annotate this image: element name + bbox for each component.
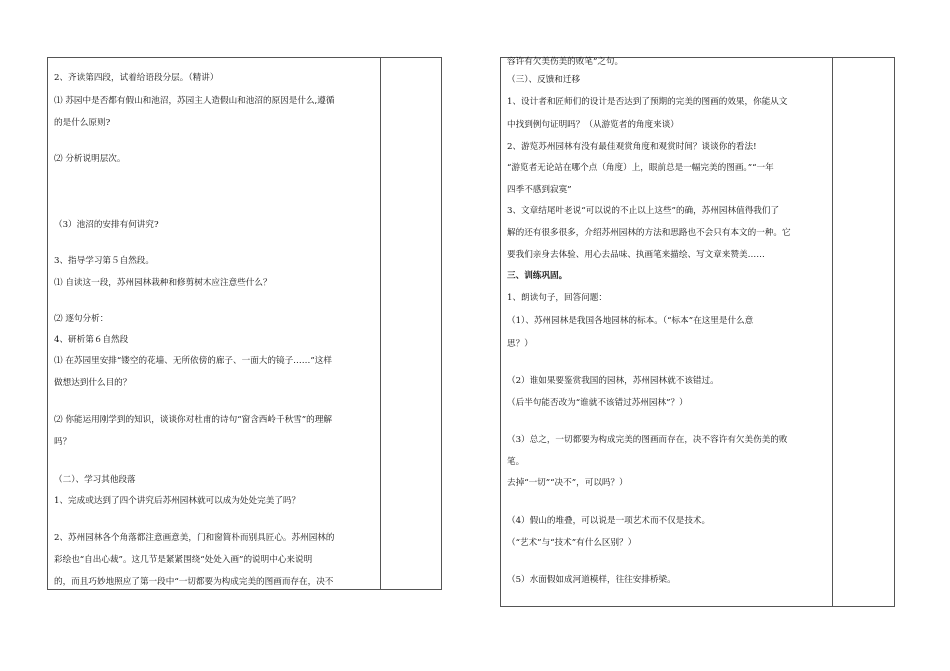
right-line-14: 思？） [507, 339, 533, 349]
right-section-heading: 三、训练巩固。 [507, 271, 568, 281]
right-line-7: 四季不感到寂寞” [507, 185, 572, 195]
left-line-7: ⑴ 自读这一段，苏州园林栽种和修剪树木应注意些什么？ [54, 278, 272, 288]
right-line-15: （2）谁如果要鉴赏我国的园林，苏州园林就不该错过。 [507, 376, 719, 386]
left-line-9: 4、研析第６自然段 [54, 335, 129, 345]
right-line-22: （5）水面假如成河道模样，往往安排桥梁。 [507, 575, 676, 585]
right-line-21: （“艺术”与“技术”有什么区别？） [507, 538, 637, 548]
left-line-17: 彩绘也“自出心裁”。这几节是紧紧围绕“处处入画”的说明中心来说明 [54, 555, 313, 565]
left-line-3: 的是什么原则? [54, 118, 111, 128]
right-line-13: （1）、苏州园林是我国各地园林的标本。（“标本”在这里是什么意 [507, 316, 754, 326]
left-line-12: ⑵ 你能运用刚学到的知识，谈谈你对杜甫的诗句“窗含西岭千秋雪”的理解 [54, 415, 332, 425]
left-line-2: ⑴ 苏园中是否都有假山和池沼，苏园主人造假山和池沼的原因是什么,遵循 [54, 96, 335, 106]
left-line-11: 做想达到什么目的？ [54, 378, 132, 388]
right-line-12: 1、朗读句子，回答问题： [507, 293, 607, 303]
right-line-6: “游览者无论站在哪个点（角度）上，眼前总是一幅完美的图画。”“一年 [507, 163, 774, 173]
left-line-16: 2、苏州园林各个角落都注意画意美，门和窗简朴而别具匠心。苏州园林的 [54, 533, 335, 543]
right-line-5: 2、游览苏州园林有没有最佳观赏角度和观赏时间？谈谈你的看法! [507, 142, 757, 152]
right-line-16: （后半句能否改为“谁就不该错过苏州园林”？） [507, 398, 688, 408]
right-line-4: 中找到例句证明吗？（从游览者的角度来谈） [507, 120, 679, 130]
left-line-6: 3、指导学习第５自然段。 [54, 256, 154, 266]
right-line-3: 1、设计者和匠师们的设计是否达到了预期的完美的图画的效果，你能从文 [507, 97, 788, 107]
right-line-17: （3）总之，一切都要为构成完美的图画而存在，决不容许有欠美伤美的败 [507, 435, 788, 445]
right-line-20: （4）假山的堆叠，可以说是一项艺术而不仅是技术。 [507, 516, 711, 526]
left-line-5: （3）池沼的安排有何讲究? [54, 220, 159, 230]
left-line-14: （二）、学习其他段落 [54, 475, 136, 485]
left-line-18: 的，而且巧妙地照应了第一段中“一切都要为构成完美的图画而存在，决不 [54, 577, 334, 587]
left-column-divider [380, 58, 381, 589]
left-line-1: 2、齐读第四段，试着给语段分层。（精讲） [54, 73, 219, 83]
right-line-9: 解的还有很多很多，介绍苏州园林的方法和思路也不会只有本文的一种。它 [507, 228, 791, 238]
right-column-divider [832, 58, 833, 606]
left-line-15: 1、完成或达到了四个讲究后苏州园林就可以成为处处完美了吗？ [54, 496, 301, 506]
right-line-8: 3、文章结尾叶老说“可以说的不止以上这些”的确，苏州园林值得我们了 [507, 206, 780, 216]
right-line-10: 要我们亲身去体验、用心去品味、执画笔来描绘、写文章来赞美…… [507, 250, 765, 260]
right-line-1: 容许有欠美伤美的败笔”之句。 [507, 57, 624, 67]
left-line-13: 吗？ [54, 437, 72, 447]
right-line-18: 笔。 [507, 457, 525, 467]
right-line-2: （三）、反馈和迁移 [507, 75, 581, 85]
right-lesson-table [500, 57, 895, 607]
left-lesson-table [47, 57, 442, 590]
right-line-19: 去掉“一切”“决不”，可以吗？） [507, 478, 628, 488]
left-line-8: ⑵ 逐句分析： [54, 314, 109, 324]
left-line-10: ⑴ 在苏园里安排“镂空的花墙、无所依傍的廊子、一面大的镜子……”这样 [54, 356, 332, 366]
left-line-4: ⑵ 分析说明层次。 [54, 154, 126, 164]
